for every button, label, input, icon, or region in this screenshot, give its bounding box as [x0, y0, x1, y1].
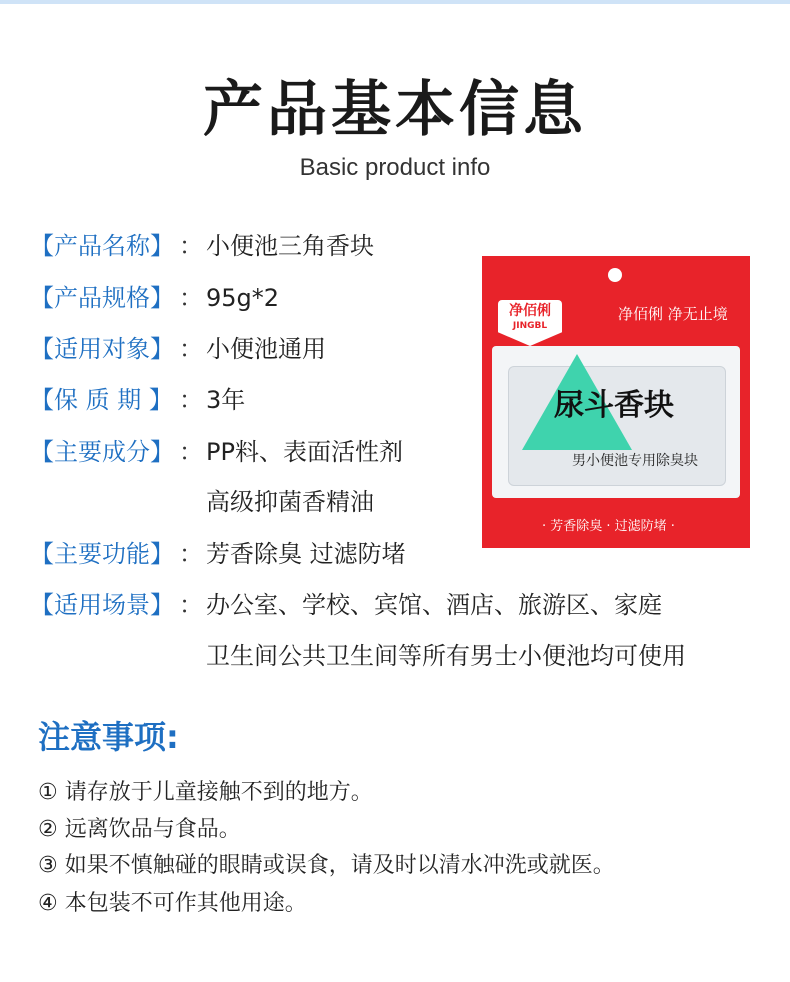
info-label: 【保 质 期 】: [30, 386, 173, 414]
package-bottom-text: · 芳香除臭 · 过滤防堵 ·: [542, 519, 675, 534]
info-row-target: [30, 329, 326, 369]
info-row-shelf-life: [30, 380, 245, 420]
info-label: 【产品名称】: [30, 232, 174, 260]
package-product-name: 尿斗香块: [554, 388, 674, 423]
info-label: 【产品规格】: [30, 284, 174, 312]
notice-title: 注意事项:: [38, 718, 179, 756]
info-colon: ：: [179, 386, 203, 414]
info-row-name: [30, 226, 374, 266]
info-continuation: 高级抑菌香精油: [206, 488, 374, 516]
notice-item: ④ 本包装不可作其他用途。: [38, 891, 307, 916]
info-colon: ：: [179, 232, 203, 260]
info-row-ingredients: [30, 432, 403, 472]
info-colon: ：: [179, 284, 203, 312]
info-colon: ：: [179, 591, 203, 619]
info-value: 办公室、学校、宾馆、酒店、旅游区、家庭: [206, 591, 662, 619]
page-title: 产品基本信息: [203, 75, 587, 145]
info-value: 小便池三角香块: [206, 232, 374, 260]
hang-hole: [608, 268, 622, 282]
brand-logo-text: 净佰俐: [509, 303, 551, 319]
page-subtitle: Basic product info: [299, 154, 491, 181]
info-continuation: 卫生间公共卫生间等所有男士小便池均可使用: [206, 642, 686, 670]
info-colon: ：: [179, 335, 203, 363]
notice-item: ③ 如果不慎触碰的眼睛或误食，请及时以清水冲洗或就医。: [38, 853, 615, 878]
info-colon: ：: [179, 540, 203, 568]
info-label: 【主要功能】: [30, 540, 174, 568]
info-row-spec: [30, 278, 279, 318]
info-colon: ：: [179, 438, 203, 466]
info-value: 95g*2: [206, 284, 280, 312]
info-value: PP料、表面活性剂: [206, 438, 403, 466]
info-label: 【适用场景】: [30, 591, 174, 619]
top-divider: [0, 0, 790, 4]
notice-item: ① 请存放于儿童接触不到的地方。: [38, 780, 373, 805]
package-slogan: 净佰俐 净无止境: [618, 305, 728, 323]
info-value: 小便池通用: [206, 335, 326, 363]
notice-item: ② 远离饮品与食品。: [38, 817, 241, 842]
info-row-function: [30, 534, 406, 574]
info-value: 3年: [206, 386, 246, 414]
info-row-scenes: [30, 585, 662, 625]
info-label: 【适用对象】: [30, 335, 174, 363]
product-package-image: [482, 256, 750, 548]
package-description: 男小便池专用除臭块: [572, 453, 698, 469]
brand-logo-subtext: JINGBL: [512, 321, 548, 331]
info-label: 【主要成分】: [30, 438, 174, 466]
info-value: 芳香除臭 过滤防堵: [206, 540, 406, 568]
